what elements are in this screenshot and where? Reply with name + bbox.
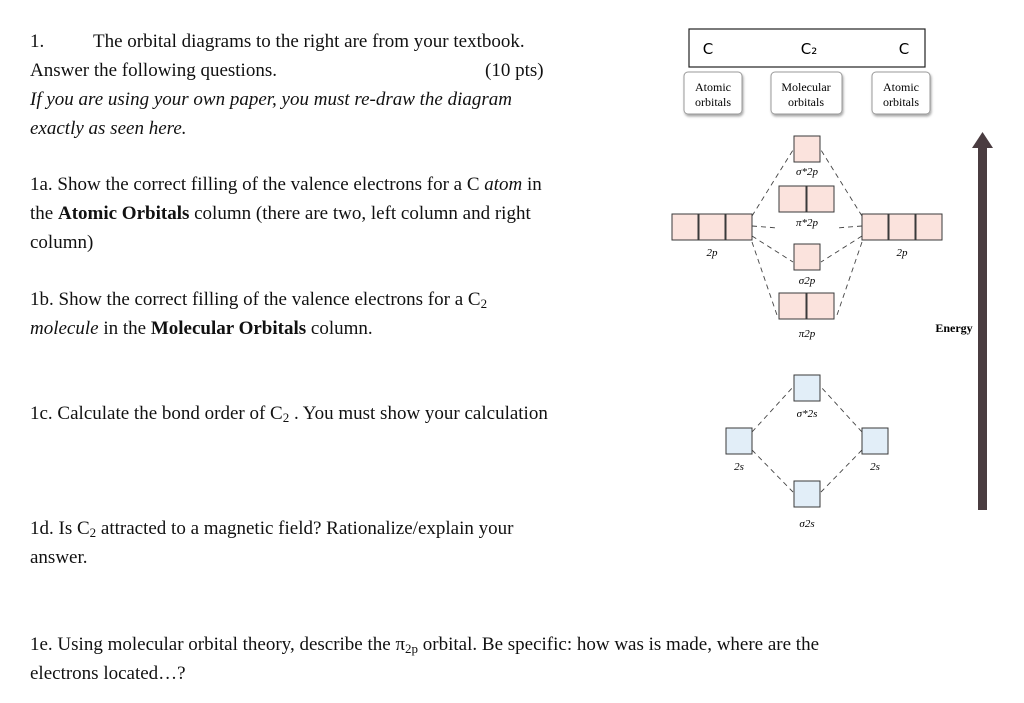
- mo-sigma-2p: [794, 244, 820, 270]
- left-2p-orbitals: [672, 214, 752, 240]
- right-2p-orbitals: [862, 214, 942, 240]
- label-sigma-star-2p: σ*2p: [796, 166, 818, 178]
- label-pi-star-2p: π*2p: [795, 217, 819, 229]
- col-label-mid-2: orbitals: [788, 95, 824, 109]
- q1-instruction-line2: exactly as seen here.: [30, 118, 187, 139]
- mo-sigma-star-2p: [794, 136, 820, 162]
- right-2s-orbital: [862, 428, 888, 454]
- label-2s-left: 2s: [734, 461, 744, 473]
- q1a-line3: column): [30, 232, 94, 253]
- q1e-line2: electrons located…?: [30, 663, 186, 684]
- q1-points: (10 pts): [485, 60, 544, 81]
- col-label-right-1: Atomic: [883, 80, 919, 94]
- q1b-line1: 1b. Show the correct filling of the valence electrons for a $C_2$: [30, 289, 488, 311]
- q1-line2: Answer the following questions.: [30, 60, 277, 81]
- q1e-line1: 1e. Using molecular orbital theory, describe the $\pi_{2p}$ orbital. Be specific: how was is made, where are the: [30, 634, 820, 656]
- q1a-line2: the Atomic Orbitals column (there are two, left column and right: [30, 203, 531, 224]
- header-c-right: C: [898, 40, 910, 58]
- q1a-line1: 1a. Show the correct filling of the valence electrons for a C atom in: [30, 174, 542, 195]
- q1-line1: The orbital diagrams to the right are from your textbook.: [93, 31, 525, 52]
- energy-arrow-head: [972, 132, 993, 148]
- q1-instruction-line1: If you are using your own paper, you must re-draw the diagram: [30, 89, 513, 110]
- mo-sigma-2s: [794, 481, 820, 507]
- label-2s-right: 2s: [870, 461, 880, 473]
- q1d-line1: 1d. Is $C_2$ attracted to a magnetic field? Rationalize/explain your: [30, 518, 514, 540]
- q1d-line2: answer.: [30, 547, 88, 568]
- label-pi-2p: π2p: [798, 328, 816, 340]
- label-sigma-2p: σ2p: [798, 275, 816, 287]
- mo-pi-2p: [779, 293, 834, 319]
- header-c-left: C: [702, 40, 714, 58]
- label-2p-left: 2p: [706, 247, 718, 259]
- mo-pi-star-2p: [779, 186, 834, 212]
- col-label-left-2: orbitals: [695, 95, 731, 109]
- energy-label: Energy: [935, 321, 973, 335]
- col-label-right-2: orbitals: [883, 95, 919, 109]
- label-sigma-2s: σ2s: [799, 518, 815, 530]
- header-c2: C₂: [800, 40, 818, 58]
- col-label-left-1: Atomic: [695, 80, 731, 94]
- left-2s-orbital: [726, 428, 752, 454]
- label-sigma-star-2s: σ*2s: [796, 408, 818, 420]
- label-2p-right: 2p: [896, 247, 908, 259]
- energy-arrow-shaft: [978, 146, 987, 510]
- q1b-line2: molecule in the Molecular Orbitals column.: [30, 318, 373, 339]
- q1-number: 1.: [30, 31, 45, 52]
- mo-sigma-star-2s: [794, 375, 820, 401]
- col-label-mid-1: Molecular: [781, 80, 831, 94]
- q1c-text: 1c. Calculate the bond order of $C_2$ . You must show your calculation: [30, 403, 548, 425]
